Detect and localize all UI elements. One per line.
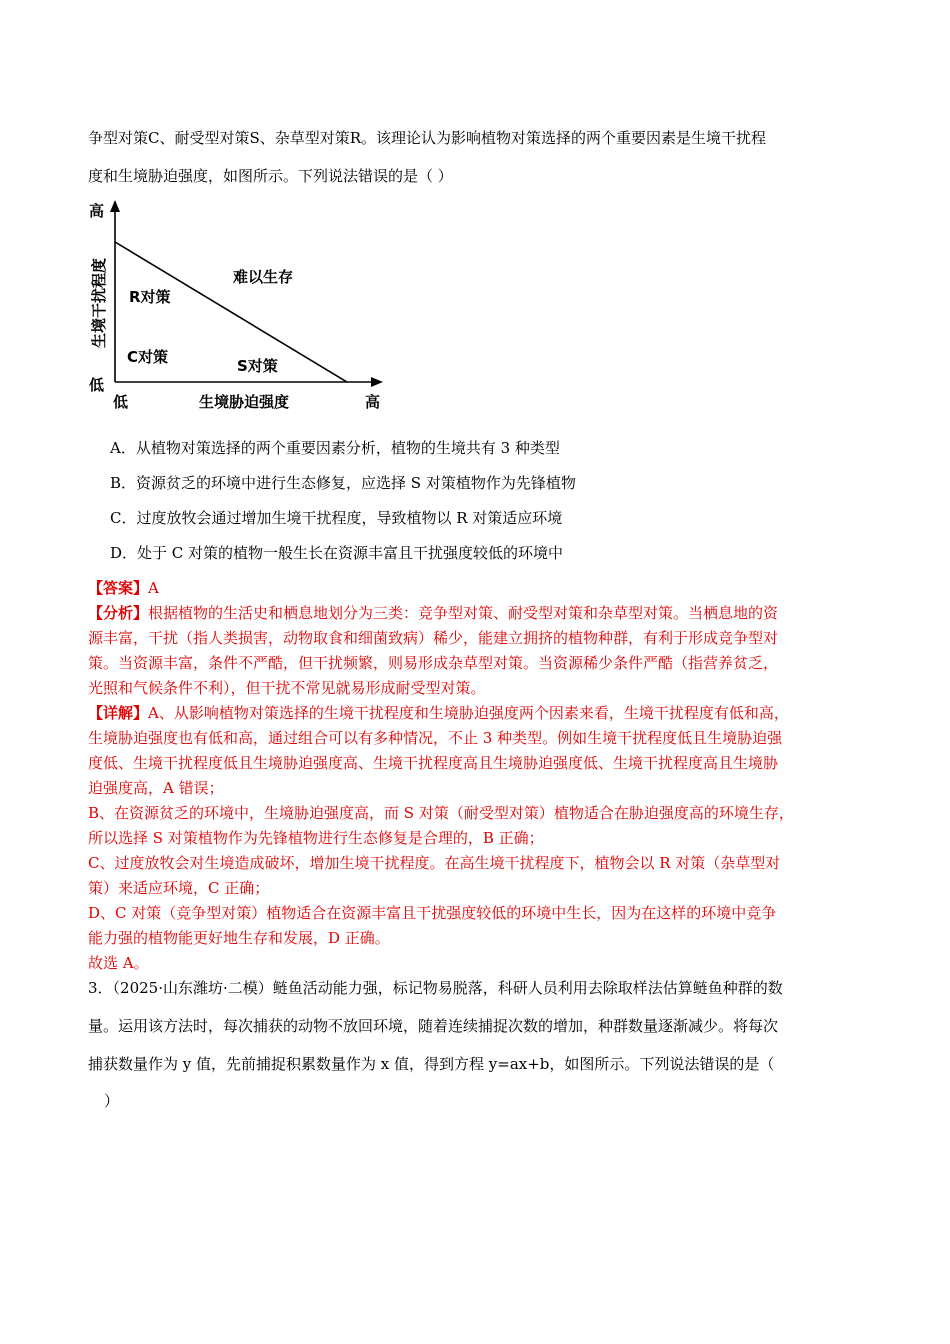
x-low-label: 低	[113, 393, 129, 411]
answer-line	[88, 577, 159, 598]
q3-line-4: ）	[104, 1092, 120, 1110]
option-b: B．资源贫乏的环境中进行生态修复，应选择 S 对策植物作为先锋植物	[110, 474, 576, 492]
detail-line-10: 能力强的植物能更好地生存和发展，D 正确。	[88, 929, 390, 947]
q3-line-1: 3．（2025·山东潍坊·二模）鲢鱼活动能力强，标记物易脱落，科研人员利用去除取样法估算鲢鱼种群的数	[88, 979, 783, 997]
y-low-label: 低	[89, 376, 105, 394]
analysis-line-4: 光照和气候条件不利），但干扰不常见就易形成耐受型对策。	[88, 679, 486, 697]
x-axis-label: 生境胁迫强度	[199, 393, 290, 411]
detail-tag: 【详解】	[88, 704, 149, 722]
analysis-line-2: 源丰富，干扰（指人类损害，动物取食和细菌致病）稀少，能建立拥挤的植物种群，有利于形成竞争型对	[88, 629, 779, 647]
q3-line-3: 捕获数量作为 y 值，先前捕捉积累数量作为 x 值，得到方程 y=ax+b，如图所示。下列说法错误的是（	[88, 1055, 775, 1073]
detail-line-4: 迫强度高，A 错误；	[88, 779, 224, 797]
region-hard-label: 难以生存	[233, 268, 294, 286]
region-c-label: C对策	[127, 348, 169, 366]
analysis-line-3: 策。当资源丰富，条件不严酷，但干扰频繁，则易形成杂草型对策。当资源稀少条件严酷（指营养贫乏，	[88, 654, 779, 672]
x-high-label: 高	[365, 393, 381, 411]
analysis-line-1	[88, 602, 778, 623]
region-s-label: S对策	[237, 357, 278, 375]
y-axis-arrow	[110, 200, 120, 212]
detail-line-1	[88, 702, 789, 723]
q3-line-2: 量。运用该方法时，每次捕获的动物不放回环境，随着连续捕捉次数的增加，种群数量逐渐减少。将每次	[88, 1017, 779, 1035]
intro-line-2: 度和生境胁迫强度，如图所示。下列说法错误的是（ ）	[88, 167, 453, 185]
answer-value: A	[148, 579, 159, 597]
analysis-text-1: 根据植物的生活史和栖息地划分为三类：竞争型对策、耐受型对策和杂草型对策。当栖息地的资	[148, 604, 779, 622]
y-axis-label: 生境干扰程度	[90, 257, 108, 348]
region-r-label: R对策	[129, 288, 171, 306]
x-axis-arrow	[371, 377, 383, 387]
y-high-label: 高	[89, 202, 105, 220]
detail-line-9: D、C 对策（竞争型对策）植物适合在资源丰富且干扰强度较低的环境中生长，因为在这样的环境中竞争	[88, 904, 777, 922]
analysis-tag: 【分析】	[88, 604, 149, 622]
strategy-figure	[85, 196, 395, 416]
detail-line-6: 所以选择 S 对策植物作为先锋植物进行生态修复是合理的，B 正确；	[88, 829, 544, 847]
detail-text-1: A、从影响植物对策选择的生境干扰程度和生境胁迫强度两个因素来看，生境干扰程度有低和高，	[148, 704, 789, 722]
option-a: A．从植物对策选择的两个重要因素分析，植物的生境共有 3 种类型	[110, 439, 560, 457]
detail-line-11: 故选 A。	[88, 954, 149, 972]
intro-line-1: 争型对策C、耐受型对策S、杂草型对策R。该理论认为影响植物对策选择的两个重要因素是生境干扰程	[88, 129, 767, 147]
detail-line-3: 度低、生境干扰程度低且生境胁迫强度高、生境干扰程度高且生境胁迫强度低、生境干扰程度高且生境胁	[88, 754, 779, 772]
option-d: D．处于 C 对策的植物一般生长在资源丰富且干扰强度较低的环境中	[110, 544, 564, 562]
detail-line-2: 生境胁迫强度也有低和高，通过组合可以有多种情况，不止 3 种类型。例如生境干扰程度低且生境胁迫强	[88, 729, 783, 747]
detail-line-5: B、在资源贫乏的环境中，生境胁迫强度高，而 S 对策（耐受型对策）植物适合在胁迫强度高的环境生存，	[88, 804, 794, 822]
answer-tag: 【答案】	[88, 579, 149, 597]
detail-line-8: 策）来适应环境，C 正确；	[88, 879, 270, 897]
detail-line-7: C、过度放牧会对生境造成破坏，增加生境干扰程度。在高生境干扰程度下，植物会以 R 对策（杂草型对	[88, 854, 781, 872]
option-c: C．过度放牧会通过增加生境干扰程度，导致植物以 R 对策适应环境	[110, 509, 563, 527]
